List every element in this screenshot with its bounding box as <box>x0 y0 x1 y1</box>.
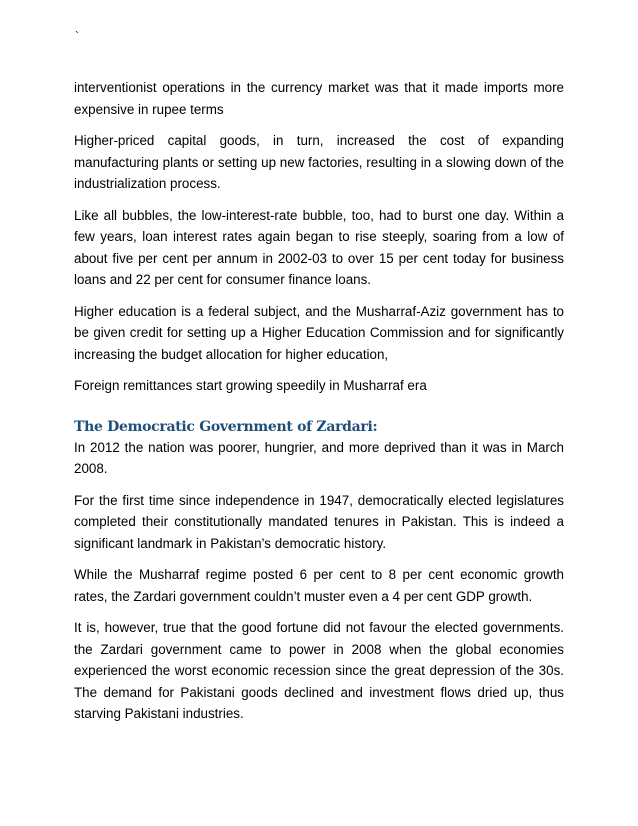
paragraph-nation-2012: In 2012 the nation was poorer, hungrier, and more deprived than it was in March 2008. <box>74 439 564 476</box>
paragraph-growth-rates: While the Musharraf regime posted 6 per cent to 8 per cent economic growth rates, the Zardari government couldn’t muster even a 4 per cent GDP growth. <box>74 567 564 604</box>
stray-mark: ` <box>75 29 79 43</box>
section-heading: The Democratic Government of Zardari: <box>74 418 378 435</box>
paragraph-legislatures: For the first time since independence in 1947, democratically elected legislatures completed their constitutionally mandated tenures in Pakistan. This is indeed a significant landmark in Pakistan’s democratic history. <box>74 492 564 551</box>
paragraph-remittances: Foreign remittances start growing speedily in Musharraf era <box>74 378 427 393</box>
document-body <box>74 77 564 735</box>
paragraph-interest-bubble: Like all bubbles, the low-interest-rate bubble, too, had to burst one day. Within a few years, loan interest rates again began to rise steeply, soaring from a low of about five per cent per annum in 2002-03 to over 15 per cent today for business loans and 22 per cent for consumer finance loans. <box>74 207 564 287</box>
paragraph-good-fortune: It is, however, true that the good fortune did not favour the elected governments. the Zardari government came to power in 2008 when the global economies experienced the worst economic recession since the great depression of the 30s. The demand for Pakistani goods declined and investment flows dried up, thus starving Pakistani industries. <box>74 620 564 721</box>
paragraph-capital-goods: Higher-priced capital goods, in turn, increased the cost of expanding manufacturing plants or setting up new factories, resulting in a slowing down of the industrialization process. <box>74 133 564 191</box>
paragraph-imports: interventionist operations in the currency market was that it made imports more expensive in rupee terms <box>74 80 564 117</box>
paragraph-higher-education: Higher education is a federal subject, and the Musharraf-Aziz government has to be given credit for setting up a Higher Education Commission and for significantly increasing the budget allocation for higher education, <box>74 303 564 362</box>
